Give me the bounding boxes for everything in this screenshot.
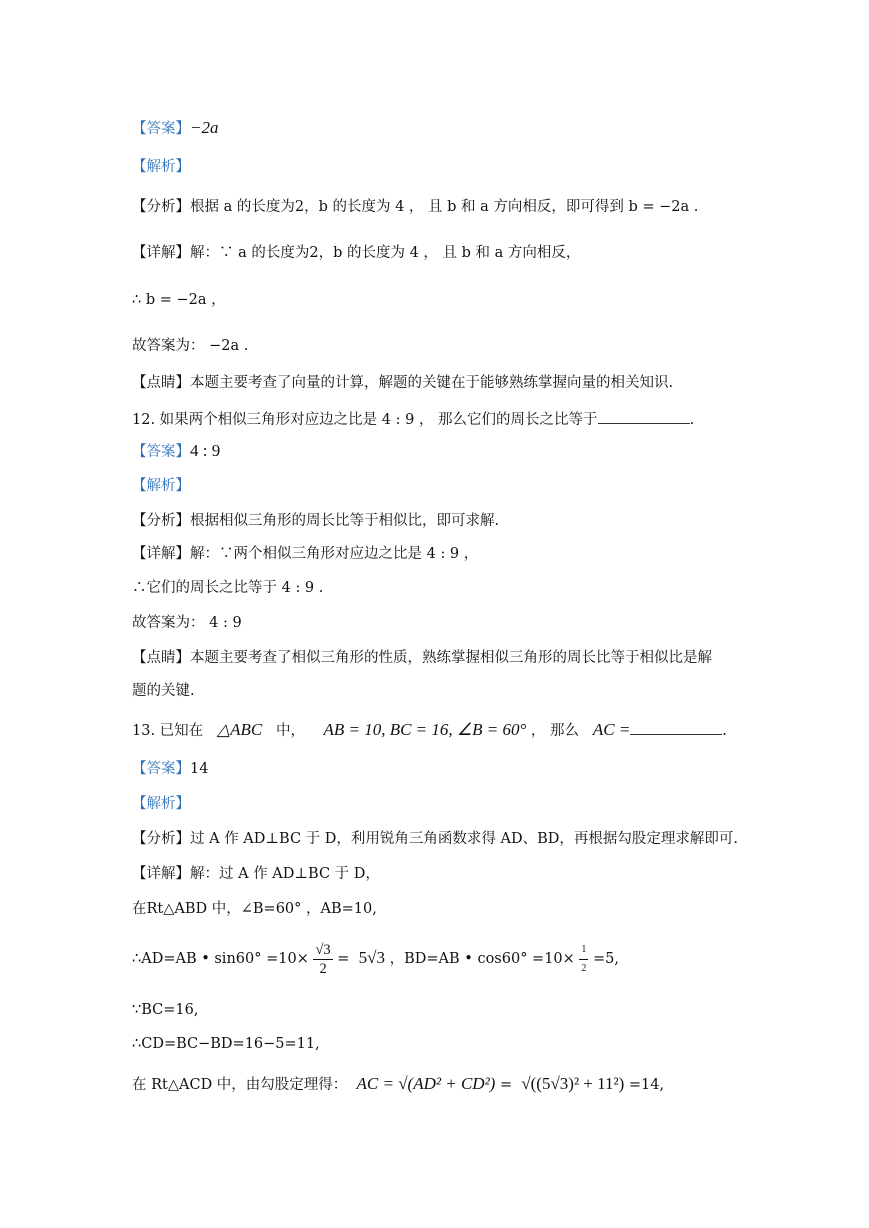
therefore-line: ∴它们的周长之比等于 4 : 9 . (132, 580, 324, 596)
q11-xiangjie (132, 243, 580, 263)
answer-blank[interactable] (630, 720, 722, 735)
answer-tag: 【答案】 (132, 761, 190, 777)
sqrt3-over-2-fraction (313, 941, 332, 978)
answer-value: 4 : 9 (190, 441, 221, 460)
q11-analysis-tag (132, 157, 190, 177)
xiangjie-tag: 【详解】 (132, 245, 190, 261)
q13-cd (132, 1034, 320, 1054)
fenxi-tag: 【分析】 (132, 513, 190, 529)
q13-acd (132, 1074, 664, 1095)
ad-result: 5√3 (358, 948, 386, 967)
q13-bc (132, 1000, 198, 1020)
fenxi-text: 根据 a 的长度为2，b 的长度为 4 ， 且 b 和 a 方向相反，即可得到 b = −2a . (190, 199, 699, 215)
fraction-denominator: 2 (319, 960, 327, 977)
xiangjie-text: 解：过 A 作 AD⊥BC 于 D， (190, 866, 380, 882)
therefore-line: ∴ b = −2a ， (132, 292, 226, 308)
dianjing-text-2: 题的关键. (132, 683, 195, 699)
dianjing-text: 本题主要考查了向量的计算，解题的关键在于能够熟练掌握向量的相关知识. (190, 375, 674, 391)
q12-answer-line (132, 441, 220, 462)
q13-question (132, 720, 727, 741)
acd-formula: AC = √(AD² + CD²) (356, 1074, 496, 1093)
q13-answer-line (132, 759, 208, 779)
q12-final (132, 613, 242, 633)
ad-prefix: ∴AD=AB • sin60° =10× (132, 951, 309, 967)
answer-tag: 【答案】 (132, 121, 190, 137)
question-mid: 中， (276, 723, 306, 739)
triangle-label: △ABC (217, 720, 263, 739)
q11-fenxi (132, 197, 698, 217)
q13-rt-abd (132, 899, 377, 919)
q11-answer-line (132, 118, 218, 139)
analysis-tag: 【解析】 (132, 796, 190, 812)
analysis-tag: 【解析】 (132, 159, 190, 175)
answer-value: −2a (190, 118, 219, 137)
answer-blank[interactable] (598, 409, 690, 424)
q12-xiangjie (132, 544, 478, 564)
answer-value: 14 (190, 761, 209, 777)
fenxi-text: 根据相似三角形的周长比等于相似比，即可求解. (190, 513, 500, 529)
xiangjie-tag: 【详解】 (132, 866, 190, 882)
question-end: . (689, 412, 695, 428)
fenxi-tag: 【分析】 (132, 831, 190, 847)
bc-line: ∵BC=16, (132, 1002, 199, 1018)
q12-therefore (132, 578, 323, 598)
dianjing-text: 本题主要考查了相似三角形的性质，熟练掌握相似三角形的周长比等于相似比是解 (190, 650, 712, 666)
final-answer: 故答案为： −2a . (132, 338, 249, 354)
dianjing-tag: 【点睛】 (132, 650, 190, 666)
xiangjie-text: 解：∵ a 的长度为2，b 的长度为 4 ， 且 b 和 a 方向相反， (190, 245, 581, 261)
final-answer: 故答案为： 4 : 9 (132, 615, 242, 631)
given-values: AB = 10, BC = 16, ∠B = 60° (323, 720, 527, 739)
rt-abd-line: 在Rt△ABD 中，∠B=60° ，AB=10, (132, 901, 377, 917)
q12-dianjing-1 (132, 648, 712, 668)
xiangjie-tag: 【详解】 (132, 546, 190, 562)
analysis-tag: 【解析】 (132, 478, 190, 494)
q13-fenxi (132, 829, 738, 849)
q13-analysis-tag (132, 794, 190, 814)
one-half-fraction (579, 941, 588, 978)
q12-fenxi (132, 511, 499, 531)
ad-eq: = (337, 951, 350, 967)
q13-xiangjie (132, 864, 380, 884)
q12-question (132, 409, 694, 430)
fraction-numerator: 1 (579, 941, 588, 960)
q11-dianjing (132, 373, 673, 393)
question-end: . (722, 723, 727, 739)
dianjing-tag: 【点睛】 (132, 375, 190, 391)
acd-prefix: 在 Rt△ACD 中，由勾股定理得： (132, 1077, 348, 1093)
q12-dianjing-2 (132, 681, 195, 701)
bd-text: ，BD=AB • cos60° =10× (389, 951, 575, 967)
question-prefix: 13. 已知在 (132, 723, 204, 739)
question-then: ， 那么 (530, 723, 580, 739)
acd-result: =14, (628, 1077, 665, 1093)
q11-therefore (132, 290, 226, 310)
xiangjie-text: 解：∵两个相似三角形对应边之比是 4 : 9 ， (190, 546, 479, 562)
answer-tag: 【答案】 (132, 444, 190, 460)
question-text: 12. 如果两个相似三角形对应边之比是 4 : 9 ， 那么它们的周长之比等于 (132, 412, 598, 428)
bd-result: =5, (593, 951, 620, 967)
fraction-denominator: 2 (581, 962, 587, 974)
acd-eq: = (499, 1077, 513, 1093)
q12-analysis-tag (132, 476, 190, 496)
fenxi-text: 过 A 作 AD⊥BC 于 D，利用锐角三角函数求得 AD、BD，再根据勾股定理求解即可. (190, 831, 738, 847)
fenxi-tag: 【分析】 (132, 199, 190, 215)
q11-final (132, 336, 248, 356)
ac-label: AC = (592, 720, 631, 739)
cd-line: ∴CD=BC−BD=16−5=11, (132, 1036, 320, 1052)
fraction-numerator: √3 (315, 941, 331, 958)
acd-calc: √((5√3)² + 11²) (521, 1074, 625, 1093)
q13-ad-line (132, 940, 619, 978)
